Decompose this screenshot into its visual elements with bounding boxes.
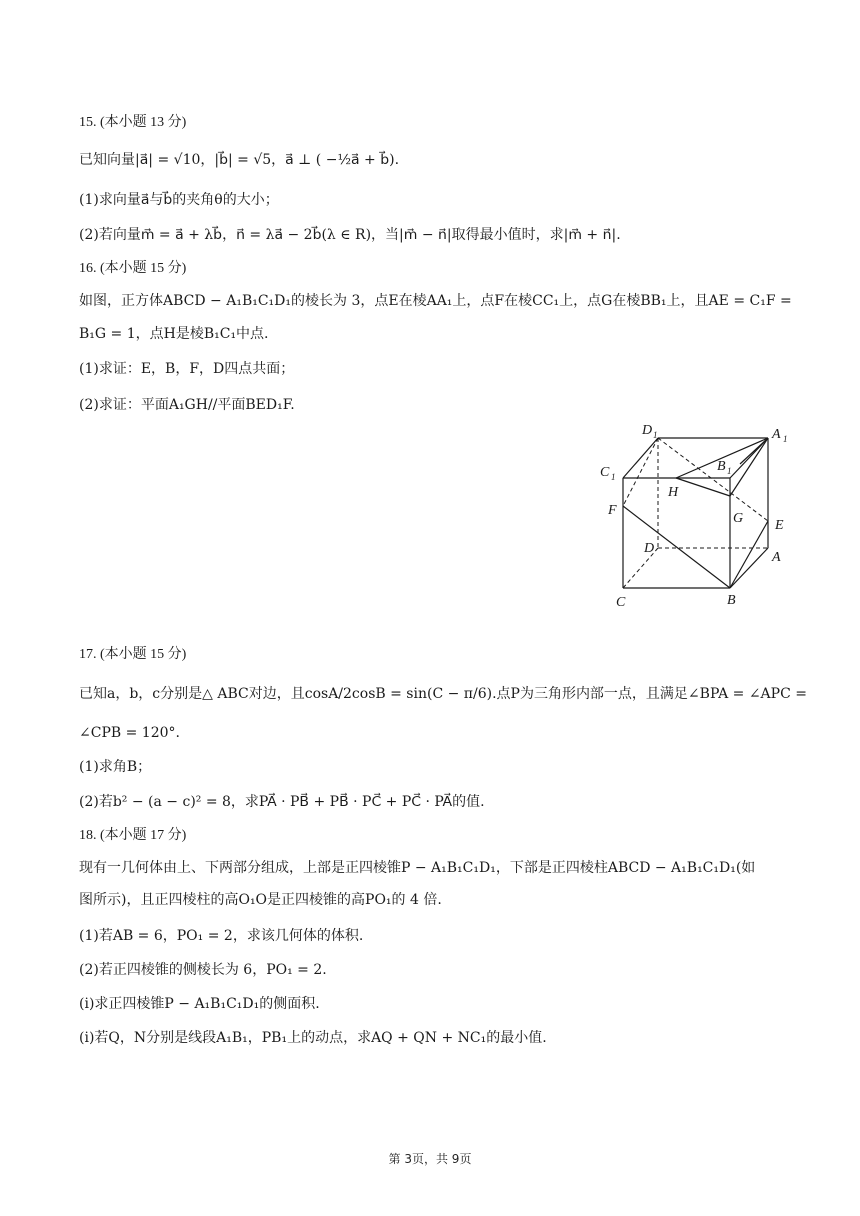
label-e: E [775, 518, 784, 533]
label-d1-sub: 1 [653, 430, 658, 440]
label-a: A [772, 550, 781, 565]
page-footer: 第 3页，共 9页 [388, 1152, 472, 1166]
q17-header: 17. (本小题 15 分) [79, 647, 187, 662]
cube-figure [590, 418, 800, 614]
line-h-g [676, 478, 730, 496]
q18-part2i: (i)求正四棱锥P − A₁B₁C₁D₁的侧面积. [79, 996, 320, 1012]
q16-part1: (1)求证：E，B，F，D四点共面； [79, 361, 295, 377]
label-b1-sub: 1 [727, 466, 732, 476]
q17-given-line2: ∠CPB = 120°. [79, 725, 180, 741]
q18-part2ii: (i)若Q，N分别是线段A₁B₁，PB₁上的动点，求AQ + QN + NC₁的最小值. [79, 1030, 547, 1046]
label-h: H [668, 485, 679, 500]
q17-given-line1: 已知a，b，c分别是△ ABC对边，且cosA/2cosB = sin(C − π/6).点P为三角形内部一点，且满足∠BPA = ∠APC = [79, 686, 807, 702]
q16-header: 16. (本小题 15 分) [79, 261, 187, 276]
q18-given-line1: 现有一几何体由上、下两部分组成，上部是正四棱锥P − A₁B₁C₁D₁，下部是正四棱柱ABCD − A₁B₁C₁D₁(如 [79, 860, 756, 876]
q18-given-line2: 图所示)，且正四棱柱的高O₁O是正四棱锥的高PO₁的 4 倍. [79, 892, 442, 908]
label-a1: A [772, 427, 781, 442]
q15-header: 15. (本小题 13 分) [79, 115, 187, 130]
label-g: G [733, 511, 744, 526]
label-b: B [727, 593, 736, 608]
q18-part2: (2)若正四棱锥的侧棱长为 6，PO₁ = 2. [79, 962, 327, 978]
label-f: F [608, 503, 617, 518]
label-c1-sub: 1 [611, 472, 616, 482]
label-c1: C [600, 465, 610, 480]
label-b1: B [717, 459, 726, 474]
q17-part1: (1)求角B； [79, 759, 152, 775]
q16-given-line2: B₁G = 1，点H是棱B₁C₁中点. [79, 326, 269, 342]
q16-part2: (2)求证：平面A₁GH//平面BED₁F. [79, 397, 295, 413]
label-c: C [616, 595, 626, 610]
line-f-b [623, 506, 730, 588]
label-a1-sub: 1 [783, 434, 788, 444]
q15-given: 已知向量|a⃗| = √10，|b⃗| = √5，a⃗ ⊥ ( −½a⃗ + b⃗). [79, 152, 400, 168]
q15-part1: (1)求向量a⃗与b⃗的夹角θ的大小； [79, 192, 279, 208]
q18-part1: (1)若AB = 6，PO₁ = 2，求该几何体的体积. [79, 928, 364, 944]
q18-header: 18. (本小题 17 分) [79, 828, 187, 843]
label-d: D [644, 541, 655, 556]
cube-diagram [590, 418, 800, 614]
q15-part2: (2)若向量m⃗ = a⃗ + λb⃗，n⃗ = λa⃗ − 2b⃗(λ ∈ R)，当|m⃗ − n⃗|取得最小值时，求|m⃗ + n⃗|. [79, 227, 621, 243]
label-d1: D [642, 423, 653, 438]
hidden-line-d1-e [658, 438, 768, 521]
q16-given-line1: 如图，正方体ABCD − A₁B₁C₁D₁的棱长为 3，点E在棱AA₁上，点F在棱CC₁上，点G在棱BB₁上，且AE = C₁F = [79, 293, 792, 309]
q17-part2: (2)若b² − (a − c)² = 8，求PA⃗ · PB⃗ + PB⃗ · PC⃗ + PC⃗ · PA⃗的值. [79, 794, 485, 810]
